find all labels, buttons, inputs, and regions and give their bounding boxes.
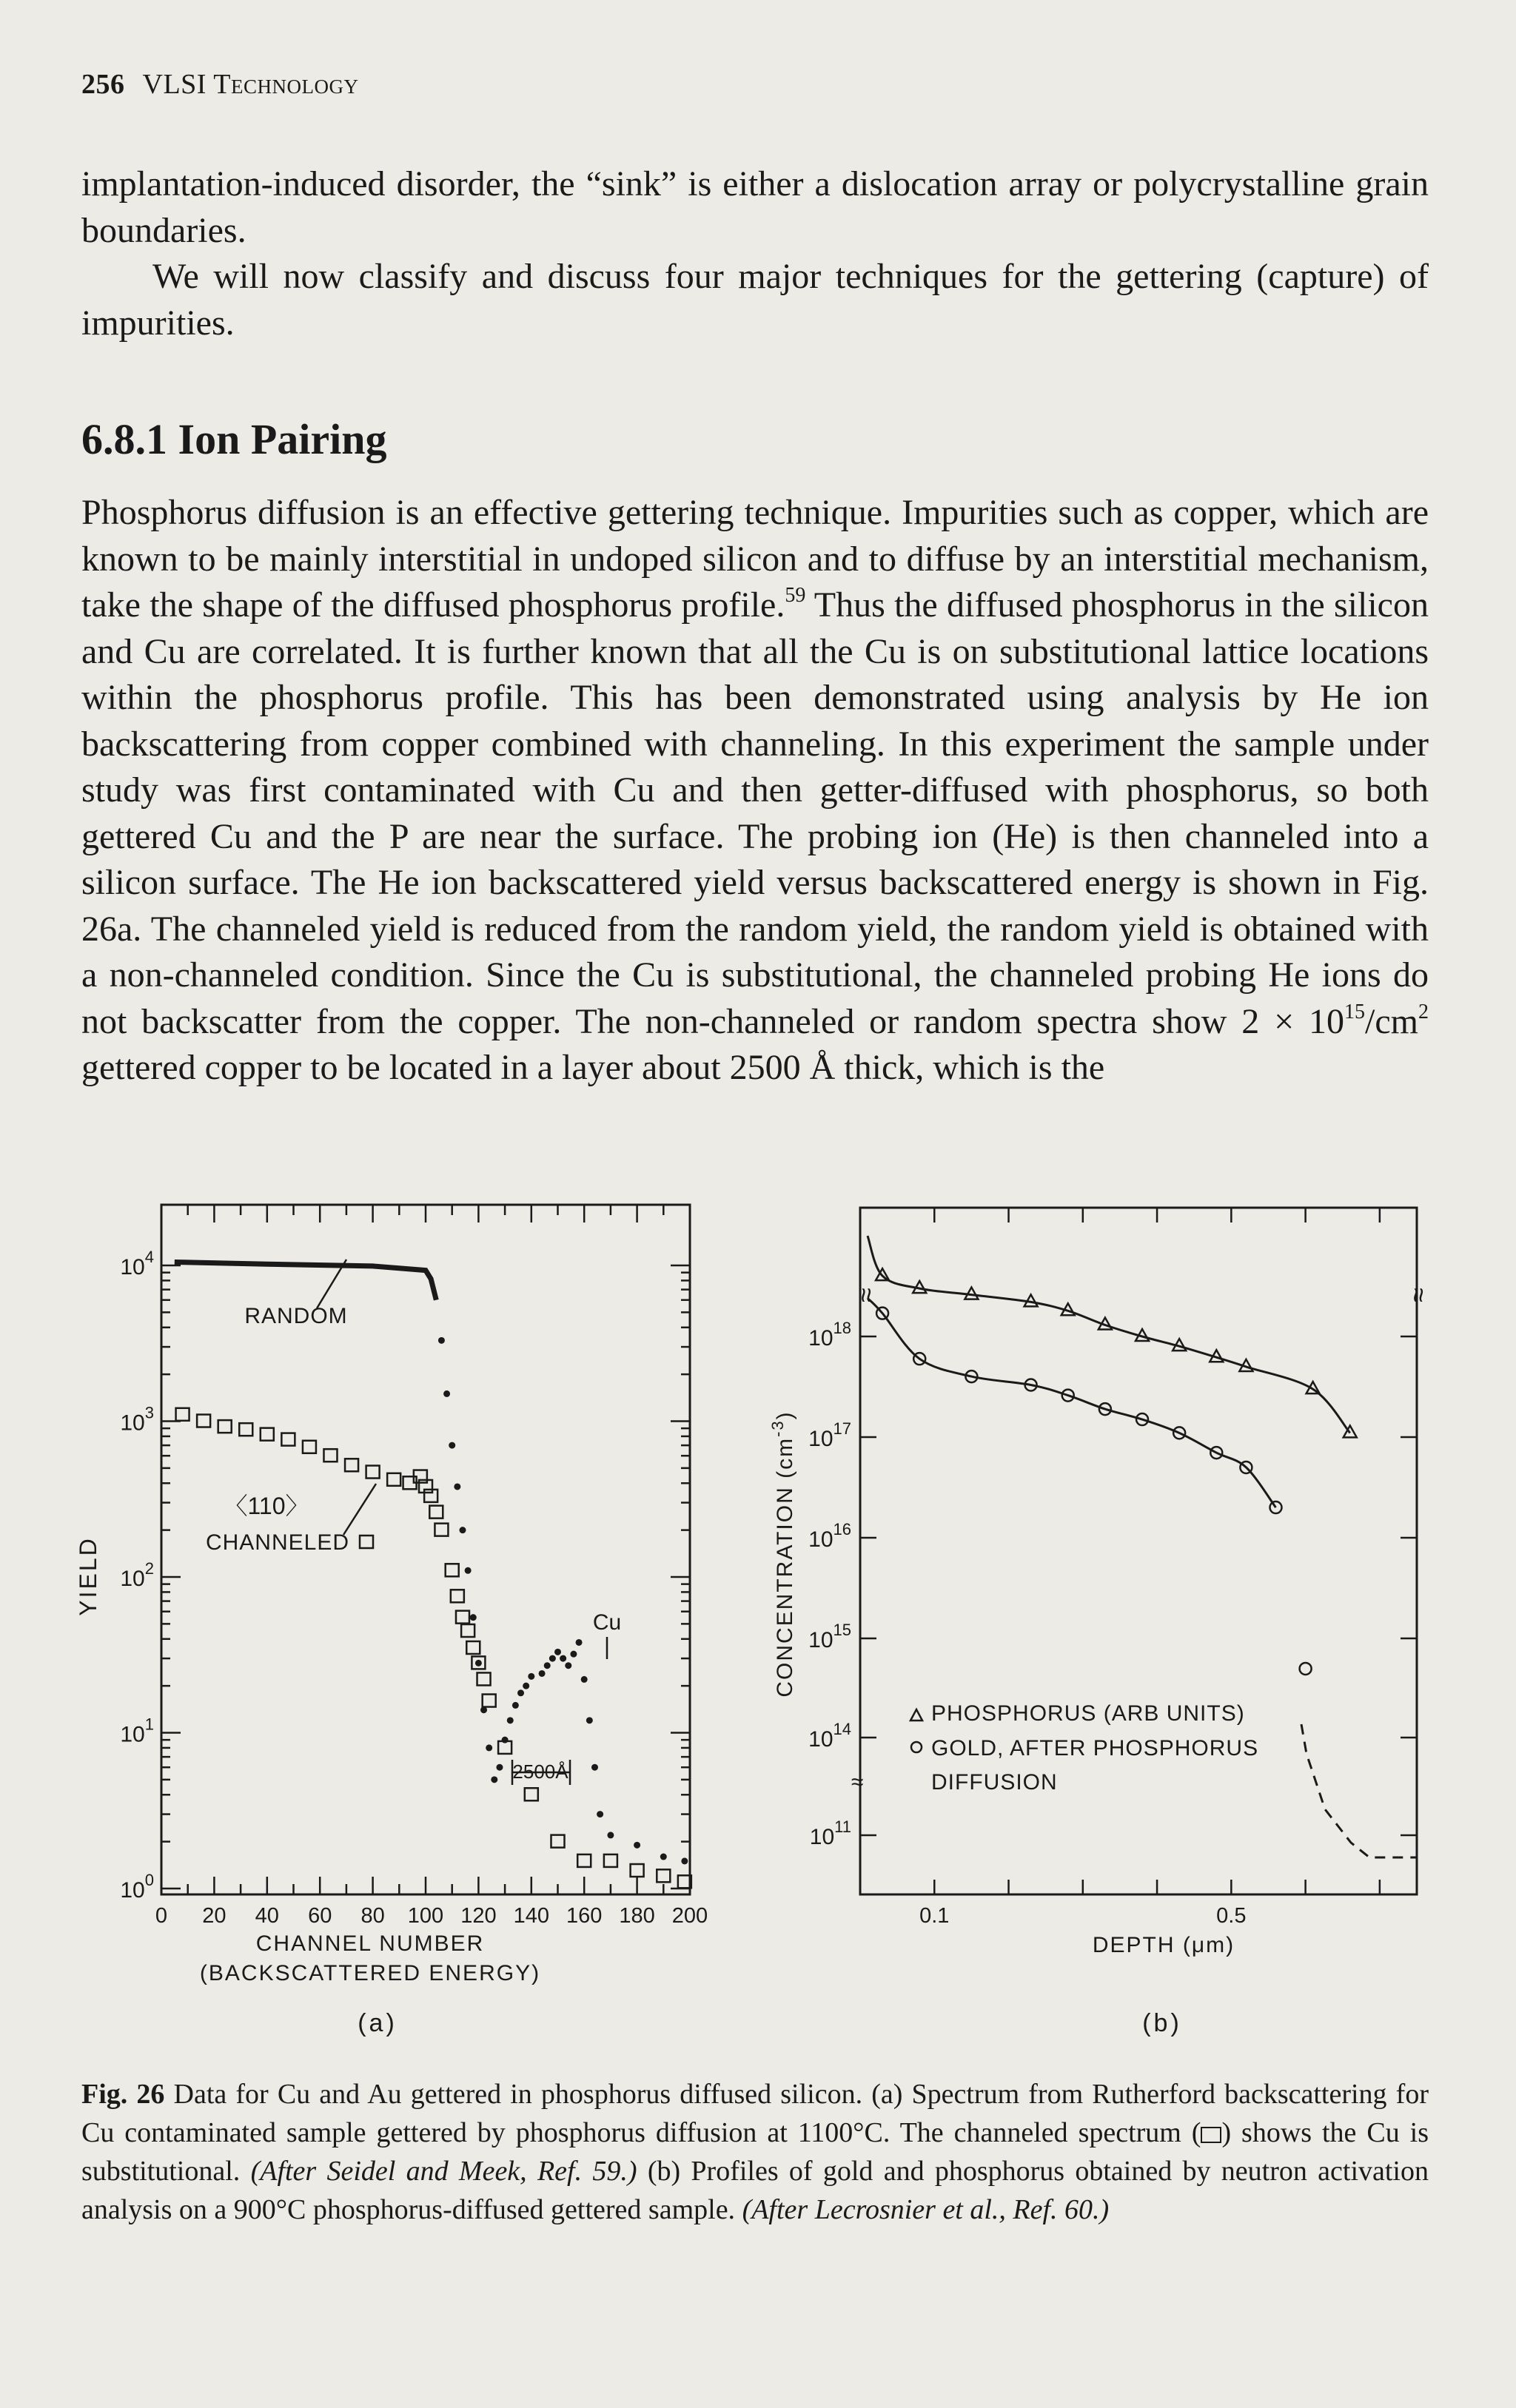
y-tick-label: $10^{16}$ (808, 1520, 851, 1552)
random-point (581, 1676, 588, 1683)
random-point (634, 1842, 640, 1849)
caption-ref-a: (After Seidel and Meek, Ref. 59.) (250, 2156, 637, 2187)
annotation-thickness: 2500Å (512, 1760, 568, 1783)
figure-caption (81, 2075, 1429, 2229)
channeled-point (345, 1459, 358, 1471)
random-point (591, 1764, 598, 1771)
channeled-point (387, 1473, 400, 1486)
random-point (660, 1854, 667, 1860)
channeled-point (218, 1420, 232, 1433)
gold-curve-extrapolated (1301, 1724, 1417, 1857)
random-point (565, 1662, 571, 1669)
y-tick-exponent: 17 (833, 1419, 851, 1438)
channeled-point (281, 1433, 295, 1446)
x-tick-label: 120 (460, 1904, 497, 1928)
caption-text-2: ) shows the Cu is substitutional. (81, 2117, 1429, 2187)
panel-b-y-axis-label: CONCENTRATION $(cm^{-3})$ (768, 1410, 797, 1698)
axis-break-lower: ≈ (851, 1770, 864, 1795)
channeled-point (456, 1611, 469, 1624)
panel-a-x-axis-label: CHANNEL NUMBER (255, 1931, 485, 1956)
channeled-point (483, 1695, 496, 1707)
channeled-point (197, 1415, 210, 1427)
random-point (507, 1717, 514, 1723)
channeled-box-symbol (1201, 2127, 1221, 2143)
random-point (560, 1655, 566, 1662)
running-header (81, 68, 358, 101)
channeled-point (657, 1869, 670, 1882)
caption-text-3: (b) Profiles of gold and phosphorus obtained by neutron activation analysis on a 900°C phosphorus-diffused gettered sample. (81, 2156, 1429, 2225)
panel-b-y-tick-labels (808, 1319, 851, 1849)
random-point (443, 1390, 450, 1397)
random-point (486, 1744, 492, 1751)
channeled-point (446, 1564, 459, 1576)
x-tick-label: 0.1 (919, 1904, 950, 1928)
x-tick-label: 0 (155, 1904, 168, 1928)
annotation-channeled-direction: 〈110〉 (224, 1493, 309, 1519)
random-point (517, 1689, 524, 1696)
y-tick-exponent: 1 (144, 1715, 154, 1734)
reference-59: 59 (785, 584, 806, 607)
y-tick-label: $10^1$ (120, 1715, 154, 1747)
gold-points (876, 1308, 1312, 1675)
y-tick-exponent: 15 (833, 1621, 851, 1639)
legend-gold-2: DIFFUSION (931, 1770, 1058, 1795)
panel-b (768, 1208, 1433, 2037)
axis-break-left: ≈ (851, 1288, 881, 1302)
y-tick-exponent: 18 (833, 1319, 851, 1337)
panel-a (75, 1205, 708, 2037)
channeled-point (435, 1524, 448, 1536)
panel-b-legend (910, 1701, 1258, 1795)
x-tick-label: 160 (566, 1904, 603, 1928)
annotation-random: RANDOM (244, 1304, 348, 1328)
random-spectrum-points (438, 1337, 688, 1865)
channeled-point (477, 1672, 491, 1685)
y-tick-exponent: 2 (144, 1559, 154, 1578)
random-point (512, 1702, 519, 1709)
body-paragraph (81, 490, 1429, 1092)
y-tick-exponent: 0 (144, 1871, 154, 1889)
running-title: VLSI Technology (142, 69, 359, 100)
y-tick-exponent: 4 (144, 1248, 154, 1266)
legend-triangle-icon (910, 1709, 922, 1721)
y-tick-label: $10^0$ (120, 1871, 154, 1903)
random-point (549, 1655, 556, 1662)
page-number: 256 (81, 69, 125, 100)
random-point (491, 1776, 497, 1783)
random-point (496, 1764, 503, 1771)
y-tick-label: $10^{17}$ (808, 1419, 851, 1451)
channeled-point (424, 1490, 437, 1502)
y-tick-exponent: 3 (144, 1403, 154, 1422)
random-point (459, 1527, 466, 1533)
section-heading: 6.8.1 Ion Pairing (81, 415, 387, 463)
x-tick-label: 20 (202, 1904, 227, 1928)
panel-a-label: (a) (358, 2009, 398, 2037)
legend-phosphorus: PHOSPHORUS (ARB UNITS) (931, 1701, 1245, 1726)
intro-text (81, 161, 1429, 346)
y-tick-exponent: 11 (834, 1817, 851, 1836)
body-text-2: Thus the diffused phosphorus in the silicon and Cu are correlated. It is further known that all the Cu is on substitutional lattice locations within the phosphorus profile. This has been demonstrated using analysis by He ion backscattering from copper combined with channeling. In this experiment the sample under study was first contaminated with Cu and then getter-diffused with phosphorus, so both gettered Cu and the P are near the surface. The probing ion (He) is then channeled into a silicon surface. The He ion backscattered yield versus backscattered energy is shown in Fig. 26a. The channeled yield is reduced from the random yield, the random yield is obtained with a non-channeled condition. Since the Cu is substitutional, the channeled probing He ions do not backscatter from the copper. The non-channeled or random spectra show 2 × 10 (81, 585, 1429, 1041)
x-tick-label: 40 (255, 1904, 279, 1928)
channeled-point (577, 1854, 591, 1867)
panel-b-x-axis-label: DEPTH (μm) (1092, 1933, 1235, 1957)
channeled-point (551, 1835, 565, 1848)
random-point (681, 1857, 688, 1864)
channeled-point (451, 1590, 464, 1602)
channeled-point (323, 1449, 337, 1462)
random-point (544, 1662, 551, 1669)
caption-fig-label: Fig. 26 (81, 2079, 165, 2110)
panel-b-label: (b) (1142, 2009, 1182, 2037)
x-tick-label: 80 (360, 1904, 385, 1928)
gold-curve (868, 1298, 1276, 1507)
intro-paragraph-2: We will now classify and discuss four major techniques for the gettering (capture) of impurities. (81, 257, 1429, 343)
random-point (554, 1649, 561, 1655)
channeled-point (466, 1641, 480, 1654)
channeled-point (461, 1624, 474, 1637)
body-text-1: Phosphorus diffusion is an effective gettering technique. Impurities such as copper, which are known to be mainly interstitial in undoped silicon and to diffuse by an interstitial mechanism, take the shape of the diffused phosphorus profile. (81, 493, 1429, 625)
x-tick-label: 100 (407, 1904, 444, 1928)
exponent-2: 2 (1418, 1000, 1429, 1023)
x-tick-label: 60 (308, 1904, 332, 1928)
annotation-cu: Cu (592, 1610, 622, 1635)
y-tick-label: $10^{15}$ (808, 1621, 851, 1652)
y-tick-label: $10^{11}$ (809, 1817, 851, 1849)
panel-b-x-tick-labels (919, 1904, 1246, 1928)
annotation-channeled-leader (343, 1484, 376, 1535)
random-point (449, 1442, 455, 1449)
y-tick-label: $10^3$ (120, 1403, 154, 1436)
y-tick-exponent: 14 (833, 1720, 851, 1738)
random-point (470, 1614, 477, 1621)
channeled-point (366, 1466, 380, 1479)
x-tick-label: 200 (671, 1904, 708, 1928)
gold-point (1300, 1663, 1312, 1675)
y-tick-label: $10^2$ (120, 1559, 154, 1591)
panel-a-y-tick-labels (120, 1248, 154, 1903)
y-tick-label: $10^4$ (120, 1248, 154, 1279)
random-point (438, 1337, 445, 1344)
random-point (586, 1717, 593, 1723)
intro-paragraph-1: implantation-induced disorder, the “sink” is either a dislocation array or polycrystalline grain boundaries. (81, 164, 1429, 250)
exponent-15: 15 (1344, 1000, 1366, 1023)
channeled-point (429, 1506, 443, 1519)
channeled-symbol (360, 1536, 373, 1548)
y-tick-label: $10^{14}$ (808, 1720, 851, 1752)
panel-a-x-tick-labels (155, 1904, 708, 1928)
random-point (528, 1673, 534, 1680)
random-point (475, 1660, 482, 1667)
channeled-point (176, 1408, 190, 1421)
caption-ref-b: (After Lecrosnier et al., Ref. 60.) (742, 2194, 1110, 2225)
channeled-point (604, 1854, 617, 1867)
random-point (454, 1483, 460, 1490)
random-point (597, 1811, 603, 1817)
caption-text-1: Data for Cu and Au gettered in phosphorus diffused silicon. (a) Spectrum from Rutherford backscattering for Cu contaminated sample gettered by phosphorus diffusion at 1100°C. The channeled spectrum ( (81, 2079, 1429, 2148)
channeled-point (525, 1788, 538, 1800)
random-point (576, 1639, 583, 1646)
random-point (465, 1567, 472, 1574)
panel-a-y-axis-label: YIELD (75, 1536, 101, 1616)
y-tick-exponent: 16 (833, 1520, 851, 1538)
random-point (523, 1683, 529, 1689)
random-point (607, 1832, 614, 1838)
axis-break-right: ≈ (1403, 1288, 1433, 1302)
random-point (502, 1737, 509, 1743)
channeled-point (239, 1423, 252, 1436)
channeled-point (631, 1864, 644, 1877)
x-tick-label: 180 (619, 1904, 655, 1928)
random-spectrum-line (175, 1262, 437, 1300)
random-point (570, 1651, 577, 1658)
channeled-point (303, 1441, 316, 1453)
body-text-4: gettered copper to be located in a layer about 2500 Å thick, which is the (81, 1048, 1105, 1087)
annotation-channeled: CHANNELED (205, 1530, 350, 1555)
figure-26 (0, 1184, 1516, 2050)
x-tick-label: 0.5 (1216, 1904, 1247, 1928)
y-tick-label: $10^{18}$ (808, 1319, 851, 1351)
body-text-3: /cm (1365, 1001, 1418, 1041)
legend-gold: GOLD, AFTER PHOSPHORUS (931, 1736, 1259, 1760)
legend-circle-icon (911, 1742, 922, 1752)
channeled-point (261, 1428, 274, 1441)
panel-a-x-axis-label-2: (BACKSCATTERED ENERGY) (199, 1961, 541, 1985)
x-tick-label: 140 (513, 1904, 549, 1928)
random-point (539, 1670, 546, 1677)
channeled-spectrum-points (176, 1408, 691, 1889)
